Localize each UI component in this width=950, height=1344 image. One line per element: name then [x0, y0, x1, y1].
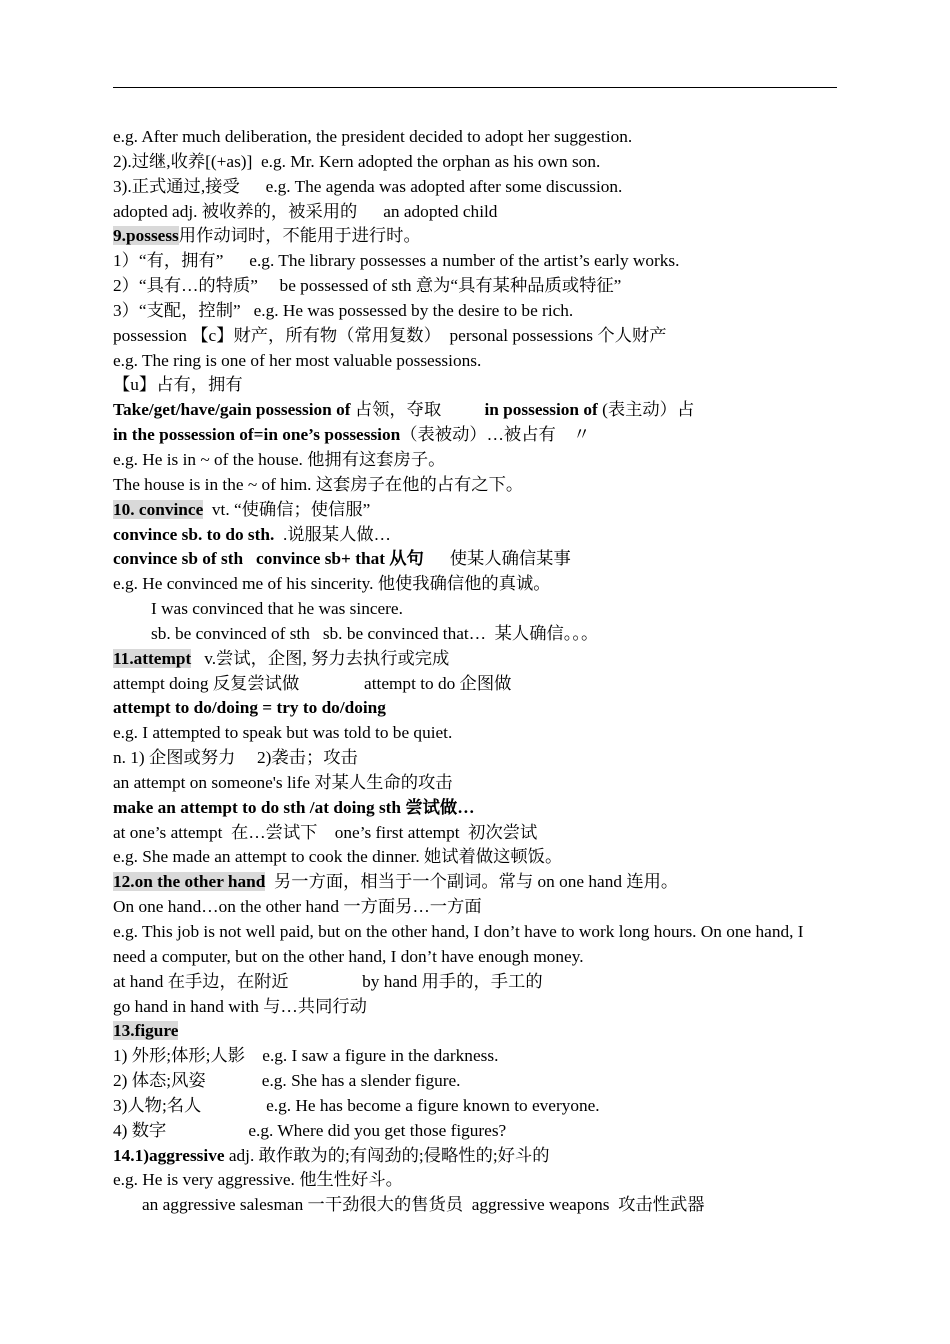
phrase-bold: in possession of [484, 400, 598, 420]
phrase-line [113, 696, 837, 721]
text-line: 3)人物;名人 e.g. He has become a figure known to everyone. [113, 1095, 600, 1115]
phrase-line [113, 796, 837, 821]
text-line: 3).正式通过,接受 e.g. The agenda was adopted after some discussion. [113, 176, 623, 196]
phrase-bold: attempt to do/doing = try to do/doing [113, 698, 386, 718]
text-line: e.g. She made an attempt to cook the dinner. 她试着做这顿饭。 [113, 847, 563, 867]
phrase-bold: convince sb. to do sth. [113, 524, 275, 544]
heading-term: 9.possess [113, 226, 179, 246]
text-line: an aggressive salesman 一干劲很大的售货员 aggressive weapons 攻击性武器 [142, 1195, 705, 1215]
heading-note: 另一方面，相当于一个副词。常与 on one hand 连用。 [265, 872, 679, 892]
phrase-bold: convince sb of sth convince sb+ that 从句 [113, 549, 424, 569]
text-line: 4) 数字 e.g. Where did you get those figures? [113, 1120, 507, 1140]
heading-term: 10. convince [113, 499, 204, 519]
phrase-bold: make an attempt to do sth /at doing sth 尝试做… [113, 797, 475, 817]
text-line: 3）“支配，控制” e.g. He was possessed by the desire to be rich. [113, 300, 574, 320]
text-line: 【u】占有，拥有 [113, 375, 243, 395]
text-paragraph: e.g. This job is not well paid, but on the other hand, I don’t have to work long hours. On one hand, I need a computer, but on the other hand, I don’t have enough money. [113, 922, 804, 966]
text-line: e.g. I attempted to speak but was told to be quiet. [113, 723, 453, 743]
text-line: sb. be convinced of sth sb. be convinced that… 某人确信。。。 [151, 623, 599, 643]
section-heading-convince [113, 498, 837, 523]
heading-term: 14.1)aggressive [113, 1145, 225, 1165]
text-line: at hand 在手边，在附近 by hand 用手的，手工的 [113, 971, 543, 991]
text-line: 2）“具有…的特质” be possessed of sth 意为“具有某种品质或特征” [113, 276, 622, 296]
phrase-bold: Take/get/have/gain possession of [113, 400, 351, 420]
text-line: 2) 体态;风姿 e.g. She has a slender figure. [113, 1071, 461, 1091]
phrase-line [113, 423, 837, 448]
text-line: On one hand…on the other hand 一方面另…一方面 [113, 897, 482, 917]
section-heading-possess [113, 224, 837, 249]
section-heading-attempt [113, 647, 837, 672]
phrase-meaning: 使某人确信某事 [423, 549, 571, 569]
phrase-meaning: 占领，夺取 [350, 400, 485, 420]
text-line: an attempt on someone's life 对某人生命的攻击 [113, 772, 453, 792]
text-line: e.g. He is very aggressive. 他生性好斗。 [113, 1170, 403, 1190]
heading-term: 12.on the other hand [113, 872, 266, 892]
text-line: e.g. He convinced me of his sincerity. 他使我确信他的真诚。 [113, 574, 551, 594]
heading-note: 用作动词时，不能用于进行时。 [178, 226, 421, 246]
text-line: e.g. The ring is one of her most valuable possessions. [113, 350, 482, 370]
phrase-line [113, 398, 837, 423]
text-line: I was convinced that he was sincere. [151, 599, 403, 619]
section-heading-aggressive [113, 1144, 837, 1169]
text-line: The house is in the ~ of him. 这套房子在他的占有之下。 [113, 474, 524, 494]
section-heading-figure [113, 1019, 837, 1044]
phrase-line [113, 547, 837, 572]
text-line: e.g. He is in ~ of the house. 他拥有这套房子。 [113, 449, 446, 469]
text-line: attempt doing 反复尝试做 attempt to do 企图做 [113, 673, 512, 693]
document-body [113, 125, 837, 1218]
text-line: e.g. After much deliberation, the president decided to adopt her suggestion. [113, 127, 633, 146]
header-rule [113, 87, 837, 88]
phrase-line [113, 523, 837, 548]
text-line: 1) 外形;体形;人影 e.g. I saw a figure in the darkness. [113, 1046, 499, 1066]
heading-note: vt. “使确信；使信服” [203, 499, 371, 519]
phrase-bold: in the possession of=in one’s possession [113, 425, 401, 445]
text-line: 1）“有，拥有” e.g. The library possesses a number of the artist’s early works. [113, 251, 680, 271]
phrase-meaning: .说服某人做… [274, 524, 391, 544]
text-line: adopted adj. 被收养的，被采用的 an adopted child [113, 201, 498, 221]
section-heading-on-the-other-hand [113, 870, 837, 895]
heading-term: 13.figure [113, 1021, 179, 1041]
text-line: at one’s attempt 在…尝试下 one’s first attempt 初次尝试 [113, 822, 538, 842]
text-line: go hand in hand with 与…共同行动 [113, 996, 367, 1016]
phrase-meaning: (表主动）占 [597, 400, 695, 420]
phrase-meaning: （表被动）…被占有 〃 [400, 425, 591, 445]
text-line: possession 【c】财产，所有物（常用复数） personal possessions 个人财产 [113, 325, 667, 345]
text-line: 2).过继,收养[(+as)] e.g. Mr. Kern adopted the orphan as his own son. [113, 151, 601, 171]
heading-note: v.尝试，企图, 努力去执行或完成 [191, 648, 450, 668]
text-line: n. 1) 企图或努力 2)袭击；攻击 [113, 748, 358, 768]
heading-note: adj. 敢作敢为的;有闯劲的;侵略性的;好斗的 [224, 1145, 550, 1165]
heading-term: 11.attempt [113, 648, 192, 668]
